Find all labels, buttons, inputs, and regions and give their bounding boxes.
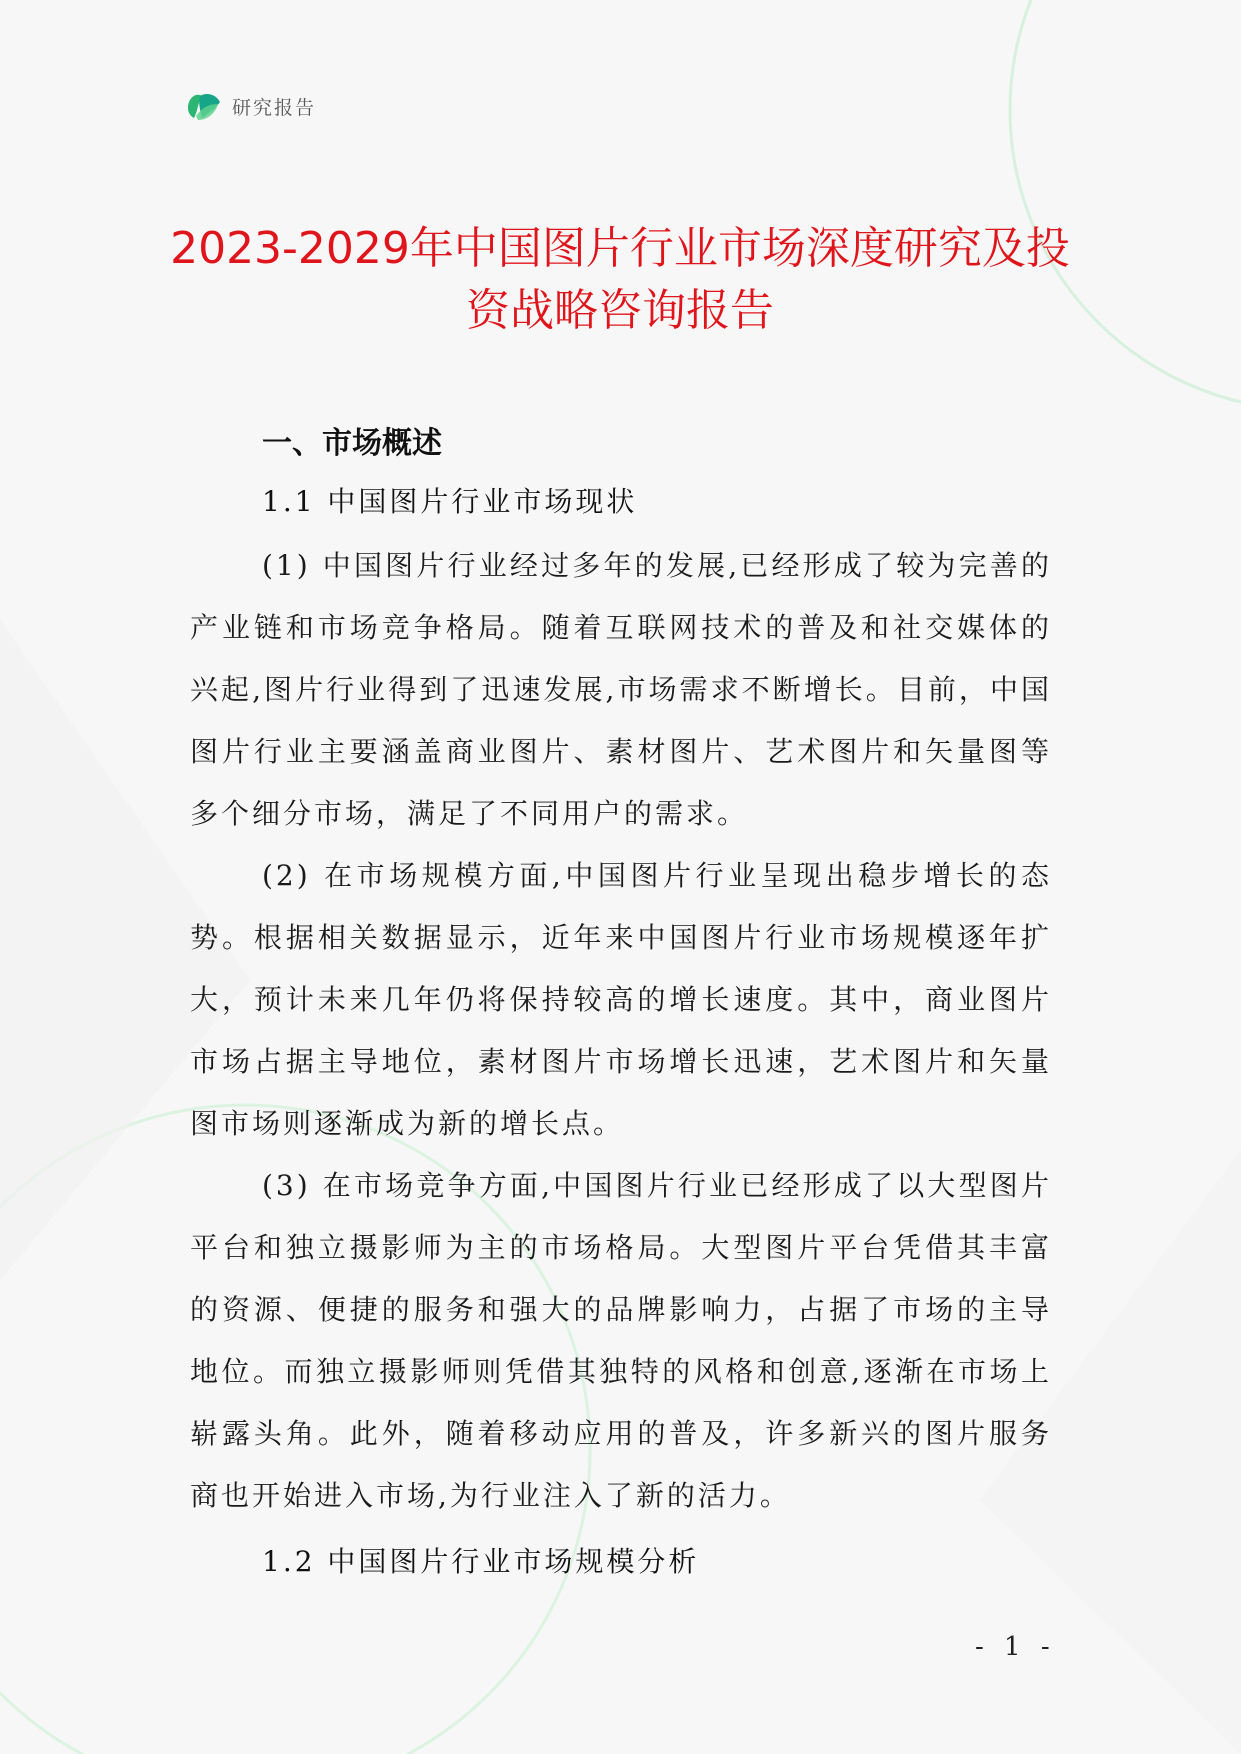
- document-title: 2023-2029年中国图片行业市场深度研究及投资战略咨询报告: [170, 223, 1070, 336]
- subsection-heading-1-2: 1.2 中国图片行业市场规模分析: [262, 1545, 700, 1578]
- subsection-heading-1-1: 1.1 中国图片行业市场现状: [262, 485, 638, 518]
- section-heading: 一、市场概述: [262, 426, 442, 461]
- page-number: - 1 -: [975, 1632, 1056, 1662]
- paragraph-3: (3) 在市场竞争方面,中国图片行业已经形成了以大型图片平台和独立摄影师为主的市场格局。大型图片平台凭借其丰富的资源、便捷的服务和强大的品牌影响力，占据了市场的主导地位。而独立摄影师则凭借其独特的风格和创意,逐渐在市场上崭露头角。此外，随着移动应用的普及，许多新兴的图片服务商也开始进入市场,为行业注入了新的活力。: [190, 1169, 1052, 1512]
- leaf-logo-icon: [186, 90, 222, 122]
- brand-label: 研究报告: [232, 96, 317, 119]
- paragraph-2: (2) 在市场规模方面,中国图片行业呈现出稳步增长的态势。根据相关数据显示，近年来中国图片行业市场规模逐年扩大，预计未来几年仍将保持较高的增长速度。其中，商业图片市场占据主导地位，素材图片市场增长迅速，艺术图片和矢量图市场则逐渐成为新的增长点。: [190, 859, 1052, 1140]
- paragraph-1: (1) 中国图片行业经过多年的发展,已经形成了较为完善的产业链和市场竞争格局。随着互联网技术的普及和社交媒体的兴起,图片行业得到了迅速发展,市场需求不断增长。目前，中国图片行业主要涵盖商业图片、素材图片、艺术图片和矢量图等多个细分市场，满足了不同用户的需求。: [190, 549, 1052, 830]
- decor-circle-top-right: [1010, 0, 1241, 410]
- brand-header: [186, 88, 316, 124]
